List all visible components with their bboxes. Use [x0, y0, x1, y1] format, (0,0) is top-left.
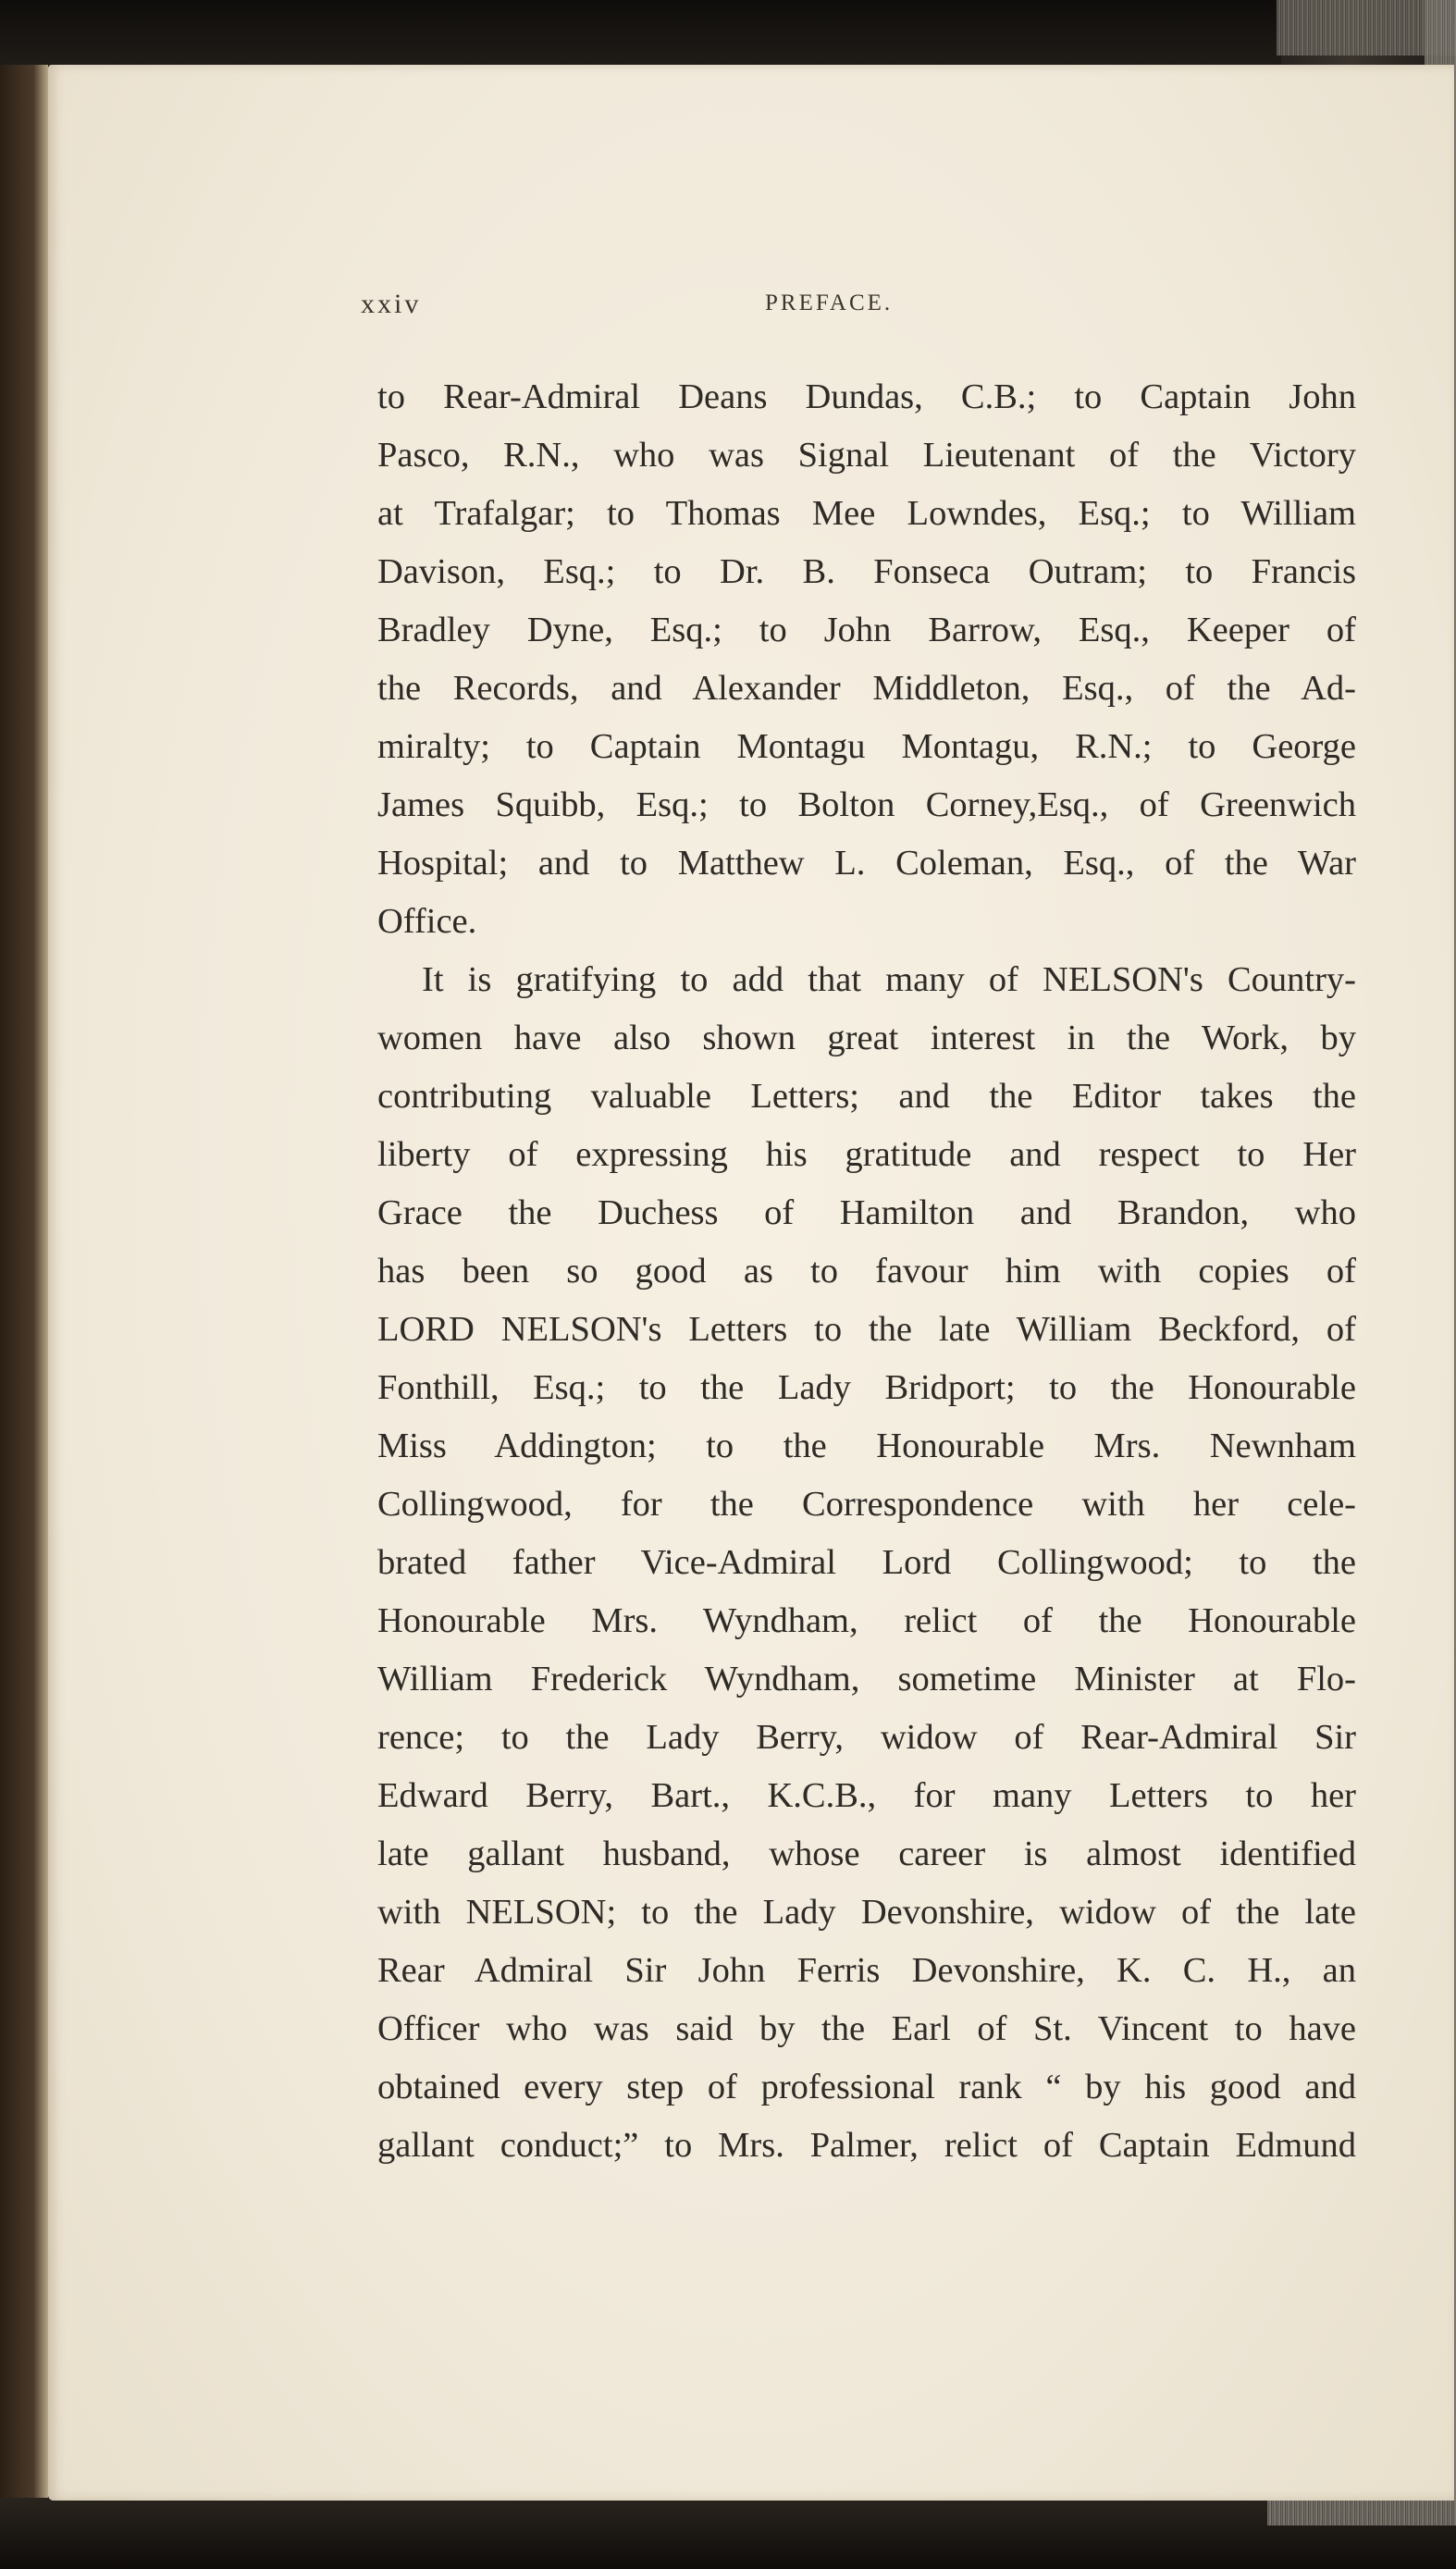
- text-line: rence; to the Lady Berry, widow of Rear-Admiral Sir: [377, 1718, 1356, 1757]
- text-line: brated father Vice-Admiral Lord Collingwood; to the: [377, 1543, 1356, 1582]
- page-edges-bottom: [1267, 2498, 1456, 2526]
- text-line: gallant conduct;” to Mrs. Palmer, relict of Captain Edmund: [377, 2126, 1356, 2165]
- text-line: late gallant husband, whose career is almost identified: [377, 1834, 1356, 1873]
- text-line: Grace the Duchess of Hamilton and Brandon, who: [377, 1193, 1356, 1232]
- text-line: William Frederick Wyndham, sometime Minister at Flo-: [377, 1660, 1356, 1698]
- text-line: to Rear-Admiral Deans Dundas, C.B.; to Captain John: [377, 377, 1356, 416]
- scan-background-bottom: [0, 2498, 1456, 2569]
- text-line: obtained every step of professional rank “ by his good and: [377, 2068, 1356, 2106]
- text-line: Honourable Mrs. Wyndham, relict of the Honourable: [377, 1601, 1356, 1640]
- body-text: [377, 368, 1356, 2175]
- page-number: xxiv: [361, 289, 422, 319]
- text-line: Office.: [377, 902, 477, 941]
- text-line: with NELSON; to the Lady Devonshire, widow of the late: [377, 1893, 1356, 1932]
- text-line: LORD NELSON's Letters to the late William Beckford, of: [377, 1310, 1356, 1349]
- text-line: Fonthill, Esq.; to the Lady Bridport; to the Honourable: [377, 1368, 1356, 1407]
- text-line: at Trafalgar; to Thomas Mee Lowndes, Esq.; to William: [377, 494, 1356, 533]
- text-line: Miss Addington; to the Honourable Mrs. Newnham: [377, 1427, 1356, 1465]
- text-line: miralty; to Captain Montagu Montagu, R.N.; to George: [377, 727, 1356, 766]
- text-line: Davison, Esq.; to Dr. B. Fonseca Outram; to Francis: [377, 552, 1356, 591]
- text-line: It is gratifying to add that many of NELSON's Country-: [422, 960, 1356, 999]
- text-line: contributing valuable Letters; and the Editor takes the: [377, 1077, 1356, 1116]
- running-head: [361, 289, 1378, 326]
- text-line: Rear Admiral Sir John Ferris Devonshire, K. C. H., an: [377, 1951, 1356, 1990]
- text-line: Pasco, R.N., who was Signal Lieutenant of the Victory: [377, 436, 1356, 475]
- text-line: women have also shown great interest in the Work, by: [377, 1019, 1356, 1057]
- scan-background-top: [0, 0, 1456, 65]
- text-line: Bradley Dyne, Esq.; to John Barrow, Esq., Keeper of: [377, 611, 1356, 649]
- text-line: the Records, and Alexander Middleton, Esq., of the Ad-: [377, 669, 1356, 708]
- book-spine: [0, 65, 48, 2498]
- text-line: has been so good as to favour him with copies of: [377, 1252, 1356, 1291]
- text-line: Hospital; and to Matthew L. Coleman, Esq., of the War: [377, 844, 1356, 883]
- text-line: Edward Berry, Bart., K.C.B., for many Letters to her: [377, 1776, 1356, 1815]
- text-line: liberty of expressing his gratitude and respect to Her: [377, 1135, 1356, 1174]
- text-line: Collingwood, for the Correspondence with her cele-: [377, 1485, 1356, 1524]
- text-line: James Squibb, Esq.; to Bolton Corney,Esq., of Greenwich: [377, 785, 1356, 824]
- running-head-title: PREFACE.: [765, 290, 894, 315]
- text-line: Officer who was said by the Earl of St. Vincent to have: [377, 2009, 1356, 2048]
